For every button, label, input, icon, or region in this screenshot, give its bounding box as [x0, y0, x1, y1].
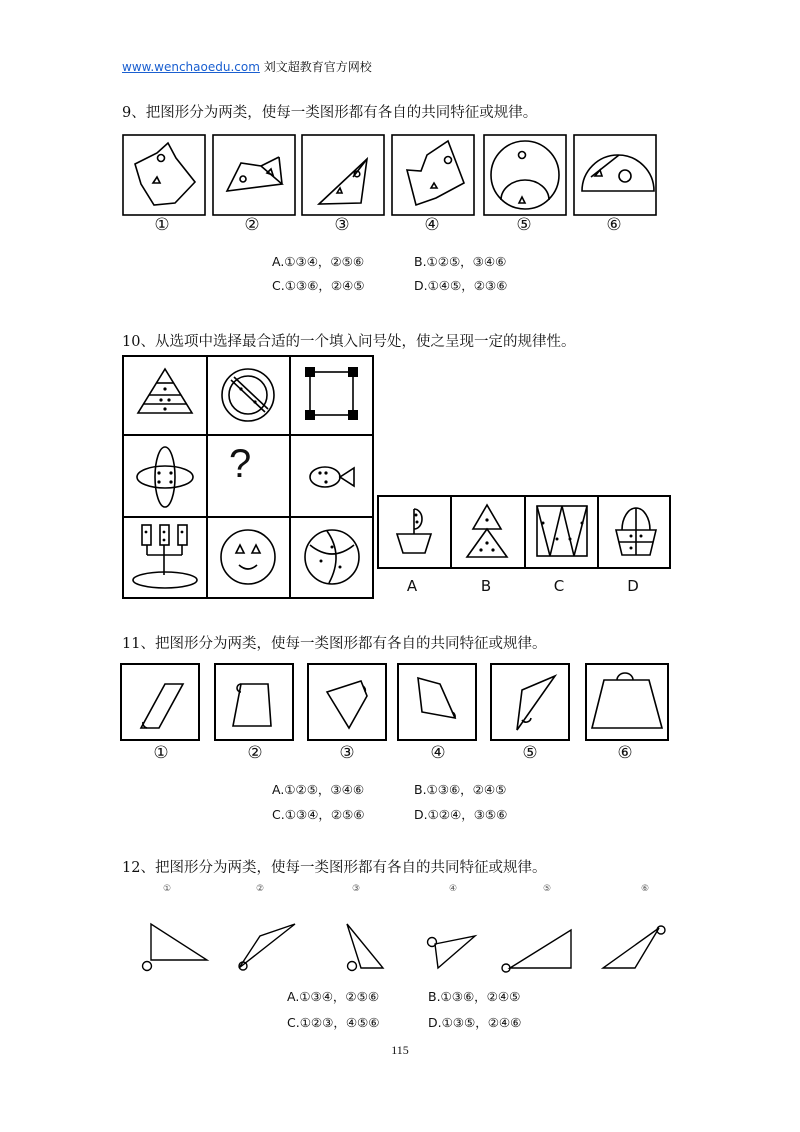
q12-label-2: ②	[255, 884, 265, 894]
q12-option-a[interactable]: A.①③④，②⑤⑥	[287, 989, 380, 1004]
q12-label-5: ⑤	[542, 884, 552, 894]
page-header	[122, 58, 372, 75]
q11-label-6: ⑥	[617, 743, 633, 763]
q11-title: 11、把图形分为两类，使每一类图形都有各自的共同特征或规律。	[122, 636, 547, 652]
q11-label-3: ③	[339, 743, 355, 763]
q9-title: 9、把图形分为两类，使每一类图形都有各自的共同特征或规律。	[122, 105, 538, 121]
q9-box-2	[213, 135, 295, 215]
page-number: 115	[391, 1043, 409, 1057]
q12-option-d[interactable]: D.①③⑤，②④⑥	[428, 1015, 522, 1030]
q11-label-4: ④	[430, 743, 446, 763]
q9-option-d[interactable]: D.①④⑤，②③⑥	[414, 278, 508, 293]
q11-box-2	[215, 664, 293, 740]
q11-box-3	[308, 664, 386, 740]
q9-label-4: ④	[424, 215, 440, 235]
q11-box-4	[398, 664, 476, 740]
q11-label-1: ①	[153, 743, 169, 763]
q11-option-c[interactable]: C.①③④，②⑤⑥	[272, 807, 365, 822]
q9-label-1: ①	[154, 215, 170, 235]
q9-label-2: ②	[244, 215, 260, 235]
q11-box-5	[491, 664, 569, 740]
q11-option-b[interactable]: B.①③⑥，②④⑤	[414, 782, 507, 797]
q12-option-c[interactable]: C.①②③，④⑤⑥	[287, 1015, 380, 1030]
q10-choice-a-label[interactable]: A	[406, 577, 418, 595]
q9-option-c[interactable]: C.①③⑥，②④⑤	[272, 278, 365, 293]
site-link[interactable]: www.wenchaoedu.com	[122, 60, 260, 74]
q10-question-mark: ?	[229, 442, 252, 486]
q11-label-2: ②	[247, 743, 263, 763]
q10-choice-c-label[interactable]: C	[553, 577, 565, 595]
q10-title: 10、从选项中选择最合适的一个填入问号处，使之呈现一定的规律性。	[122, 334, 576, 350]
q9-label-6: ⑥	[606, 215, 622, 235]
q12-label-1: ①	[162, 884, 172, 894]
q11-label-5: ⑤	[522, 743, 538, 763]
q11-box-1	[121, 664, 199, 740]
q9-figures	[121, 133, 666, 217]
q12-option-b[interactable]: B.①③⑥，②④⑤	[428, 989, 521, 1004]
q12-figures	[135, 910, 675, 976]
q9-label-5: ⑤	[516, 215, 532, 235]
q10-choices	[377, 495, 673, 571]
q9-label-3: ③	[334, 215, 350, 235]
q9-option-a[interactable]: A.①③④，②⑤⑥	[272, 254, 365, 269]
q10-choice-b-label[interactable]: B	[480, 577, 492, 595]
q12-label-6: ⑥	[640, 884, 650, 894]
q11-option-d[interactable]: D.①②④，③⑤⑥	[414, 807, 508, 822]
q11-figures	[119, 662, 671, 744]
q9-option-b[interactable]: B.①②⑤，③④⑥	[414, 254, 507, 269]
q10-choice-d-label[interactable]: D	[627, 577, 639, 595]
school-name: 刘文超教育官方网校	[259, 60, 372, 74]
q12-title: 12、把图形分为两类，使每一类图形都有各自的共同特征或规律。	[122, 860, 547, 876]
q12-label-3: ③	[351, 884, 361, 894]
q11-option-a[interactable]: A.①②⑤，③④⑥	[272, 782, 365, 797]
q12-label-4: ④	[448, 884, 458, 894]
